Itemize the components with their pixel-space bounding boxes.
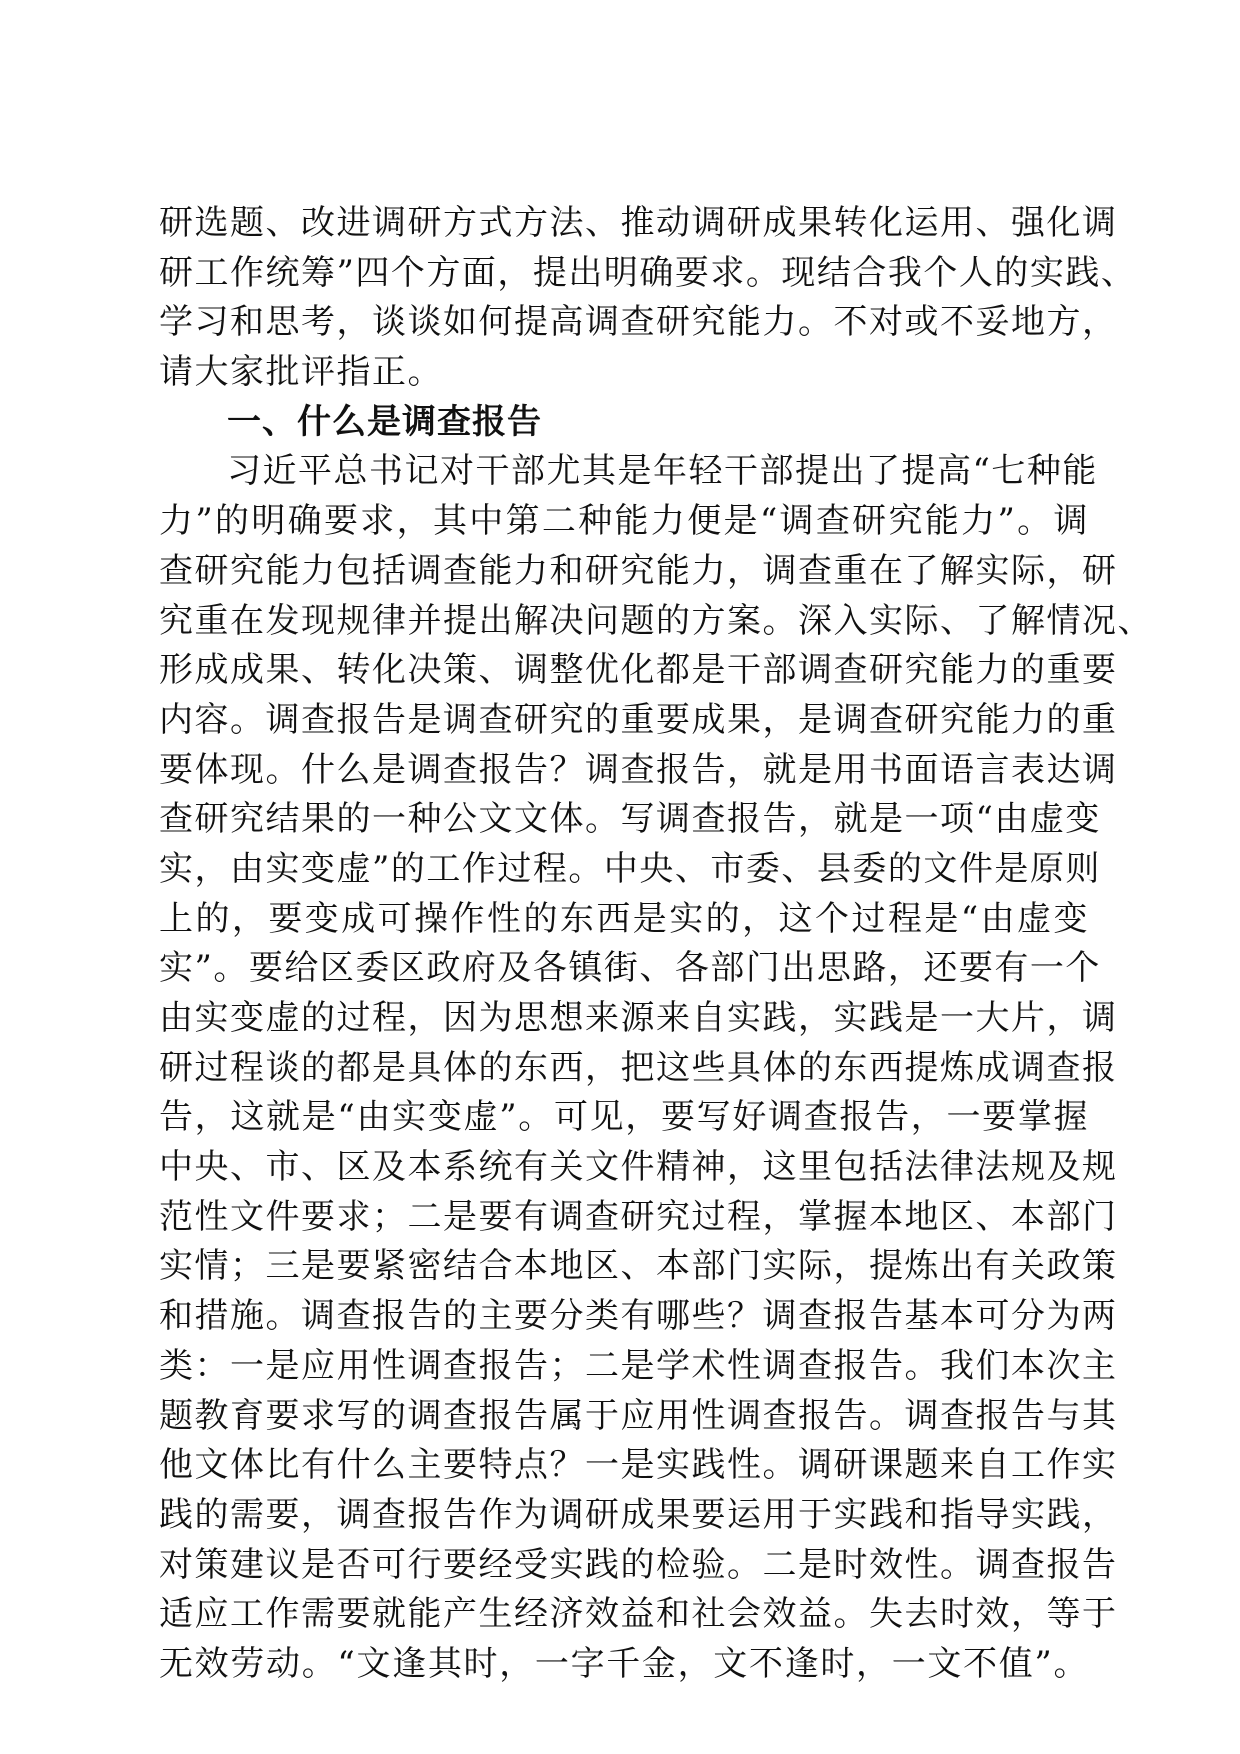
paragraph-line: 和措施。调查报告的主要分类有哪些？调查报告基本可分为两	[159, 1296, 1118, 1337]
paragraph-line: 上的，要变成可操作性的东西是实的，这个过程是“由虚变	[159, 898, 1089, 939]
body-text	[159, 199, 1153, 1690]
paragraph-line: 研选题、改进调研方式方法、推动调研成果转化运用、强化调	[159, 203, 1118, 243]
paragraph-line: 对策建议是否可行要经受实践的检验。二是时效性。调查报告	[159, 1544, 1118, 1585]
paragraph-line: 他文体比有什么主要特点？一是实践性。调研课题来自工作实	[159, 1445, 1118, 1486]
paragraph-line: 请大家批评指正。	[159, 352, 443, 393]
paragraph-line: 研过程谈的都是具体的东西，把这些具体的东西提炼成调查报	[159, 1047, 1118, 1088]
paragraph-line: 类：一是应用性调查报告；二是学术性调查报告。我们本次主	[159, 1345, 1118, 1386]
paragraph-line: 实情；三是要紧密结合本地区、本部门实际，提炼出有关政策	[159, 1246, 1118, 1287]
paragraph-line: 实，由实变虚”的工作过程。中央、市委、县委的文件是原则	[159, 848, 1101, 889]
section-heading: 一、什么是调查报告	[227, 401, 542, 442]
paragraph-line: 中央、市、区及本系统有关文件精神，这里包括法律法规及规	[159, 1147, 1118, 1188]
paragraph-first-line: 习近平总书记对干部尤其是年轻干部提出了提高“七种能	[227, 451, 1098, 492]
paragraph-line: 告，这就是“由实变虚”。可见，要写好调查报告，一要掌握	[159, 1097, 1089, 1138]
paragraph-line: 范性文件要求；二是要有调查研究过程，掌握本地区、本部门	[159, 1196, 1118, 1237]
paragraph-line: 查研究结果的一种公文文体。写调查报告，就是一项“由虚变	[159, 799, 1101, 840]
paragraph-line: 力”的明确要求，其中第二种能力便是“调查研究能力”。调	[159, 501, 1089, 542]
paragraph-line: 由实变虚的过程，因为思想来源来自实践，实践是一大片，调	[159, 998, 1118, 1038]
paragraph-line: 适应工作需要就能产生经济效益和社会效益。失去时效，等于	[159, 1594, 1118, 1635]
paragraph-line: 题教育要求写的调查报告属于应用性调查报告。调查报告与其	[159, 1395, 1118, 1436]
paragraph-line: 究重在发现规律并提出解决问题的方案。深入实际、了解情况、	[159, 600, 1153, 641]
paragraph-line: 学习和思考，谈谈如何提高调查研究能力。不对或不妥地方，	[159, 302, 1118, 343]
paragraph-line: 查研究能力包括调查能力和研究能力，调查重在了解实际，研	[159, 550, 1118, 591]
paragraph-line: 践的需要，调查报告作为调研成果要运用于实践和指导实践，	[159, 1494, 1118, 1535]
paragraph-line: 无效劳动。“文逢其时，一字千金，文不逢时，一文不值”。	[159, 1643, 1089, 1684]
paragraph-line: 要体现。什么是调查报告？调查报告，就是用书面语言表达调	[159, 749, 1118, 790]
paragraph-line: 内容。调查报告是调查研究的重要成果，是调查研究能力的重	[159, 699, 1118, 740]
paragraph-line: 研工作统筹”四个方面，提出明确要求。现结合我个人的实践、	[159, 252, 1137, 293]
paragraph-line: 形成成果、转化决策、调整优化都是干部调查研究能力的重要	[159, 650, 1118, 691]
paragraph-line: 实”。要给区委区政府及各镇街、各部门出思路，还要有一个	[159, 948, 1101, 989]
